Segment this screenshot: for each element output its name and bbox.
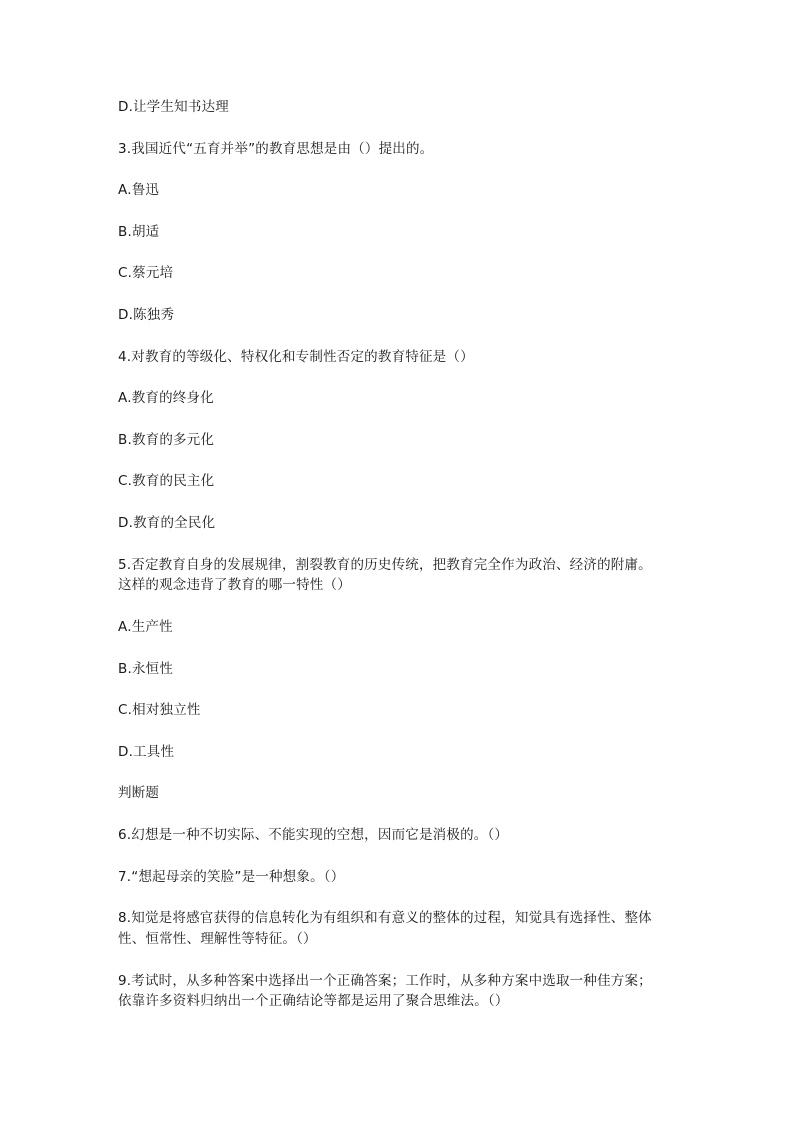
option-text: B.永恒性 bbox=[118, 661, 174, 677]
option-text: D.教育的全民化 bbox=[118, 515, 216, 531]
option-text: D.陈独秀 bbox=[118, 307, 175, 323]
option-text: C.教育的民主化 bbox=[118, 473, 215, 489]
question-text: 依靠许多资料归纳出一个正确结论等都是运用了聚合思维法。（） bbox=[118, 993, 509, 1009]
section-heading: 判断题 bbox=[118, 785, 160, 801]
option-text: B.胡适 bbox=[118, 224, 160, 240]
option-text: C.相对独立性 bbox=[118, 702, 201, 718]
option-text: A.教育的终身化 bbox=[118, 390, 214, 406]
question-text: 5.否定教育自身的发展规律，割裂教育的历史传统，把教育完全作为政治、经济的附庸。 bbox=[118, 557, 652, 573]
option-text: A.鲁迅 bbox=[118, 182, 160, 198]
question-text: 这样的观念违背了教育的哪一特性（） bbox=[118, 577, 351, 593]
option-text: D.工具性 bbox=[118, 744, 175, 760]
question-text: 4.对教育的等级化、特权化和专制性否定的教育特征是（） bbox=[118, 349, 474, 365]
question-text: 性、恒常性、理解性等特征。（） bbox=[118, 931, 317, 947]
option-text: D.让学生知书达理 bbox=[118, 99, 229, 115]
question-text: 3.我国近代“五育并举”的教育思想是由（）提出的。 bbox=[118, 141, 434, 157]
option-text: A.生产性 bbox=[118, 619, 173, 635]
question-text: 8.知觉是将感官获得的信息转化为有组织和有意义的整体的过程，知觉具有选择性、整体 bbox=[118, 910, 652, 926]
option-text: C.蔡元培 bbox=[118, 265, 174, 281]
option-text: B.教育的多元化 bbox=[118, 432, 215, 448]
question-text: 6.幻想是一种不切实际、不能实现的空想，因而它是消极的。（） bbox=[118, 827, 509, 843]
question-text: 9.考试时，从多种答案中选择出一个正确答案；工作时，从多种方案中选取一种佳方案； bbox=[118, 973, 652, 989]
question-text: 7.“想起母亲的笑脸”是一种想象。（） bbox=[118, 869, 345, 885]
